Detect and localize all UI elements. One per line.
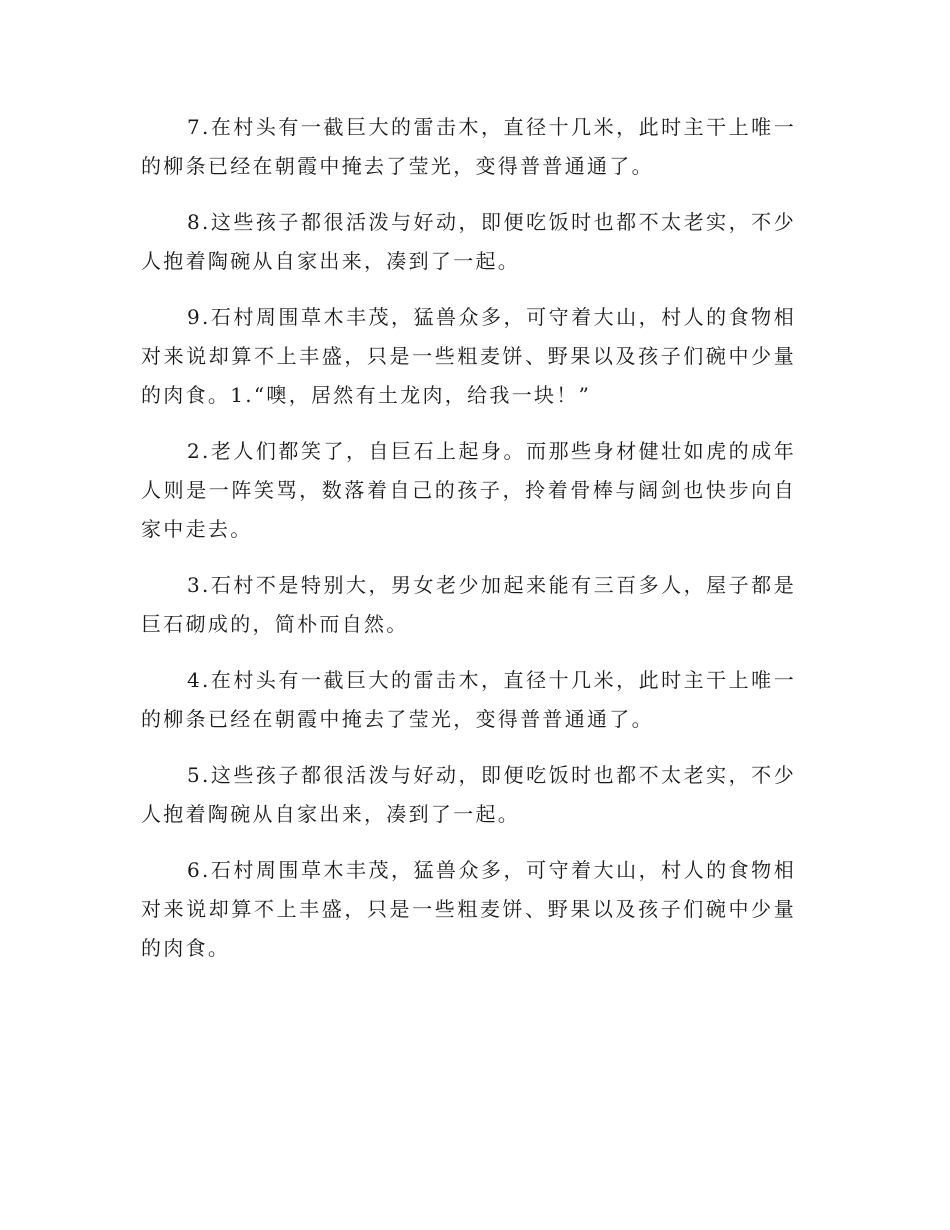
paragraph-6: 6.石村周围草木丰茂，猛兽众多，可守着大山，村人的食物相对来说却算不上丰盛，只是一些粗麦饼、野果以及孩子们碗中少量的肉食。 <box>141 858 796 960</box>
paragraph-3: 3.石村不是特别大，男女老少加起来能有三百多人，屋子都是巨石砌成的，简朴而自然。 <box>141 573 796 636</box>
paragraph-8: 8.这些孩子都很活泼与好动，即便吃饭时也都不太老实，不少人抱着陶碗从自家出来，凑到了一起。 <box>141 210 796 273</box>
paragraph-7: 7.在村头有一截巨大的雷击木，直径十几米，此时主干上唯一的柳条已经在朝霞中掩去了莹光，变得普普通通了。 <box>141 115 796 178</box>
paragraph-5: 5.这些孩子都很活泼与好动，即便吃饭时也都不太老实，不少人抱着陶碗从自家出来，凑到了一起。 <box>141 763 796 826</box>
paragraph-4: 4.在村头有一截巨大的雷击木，直径十几米，此时主干上唯一的柳条已经在朝霞中掩去了莹光，变得普普通通了。 <box>141 668 796 731</box>
paragraph-9: 9.石村周围草木丰茂，猛兽众多，可守着大山，村人的食物相对来说却算不上丰盛，只是一些粗麦饼、野果以及孩子们碗中少量的肉食。1.“噢，居然有土龙肉，给我一块！” <box>141 305 796 407</box>
document-body <box>141 108 796 985</box>
paragraph-2: 2.老人们都笑了，自巨石上起身。而那些身材健壮如虎的成年人则是一阵笑骂，数落着自己的孩子，拎着骨棒与阔剑也快步向自家中走去。 <box>141 439 796 541</box>
